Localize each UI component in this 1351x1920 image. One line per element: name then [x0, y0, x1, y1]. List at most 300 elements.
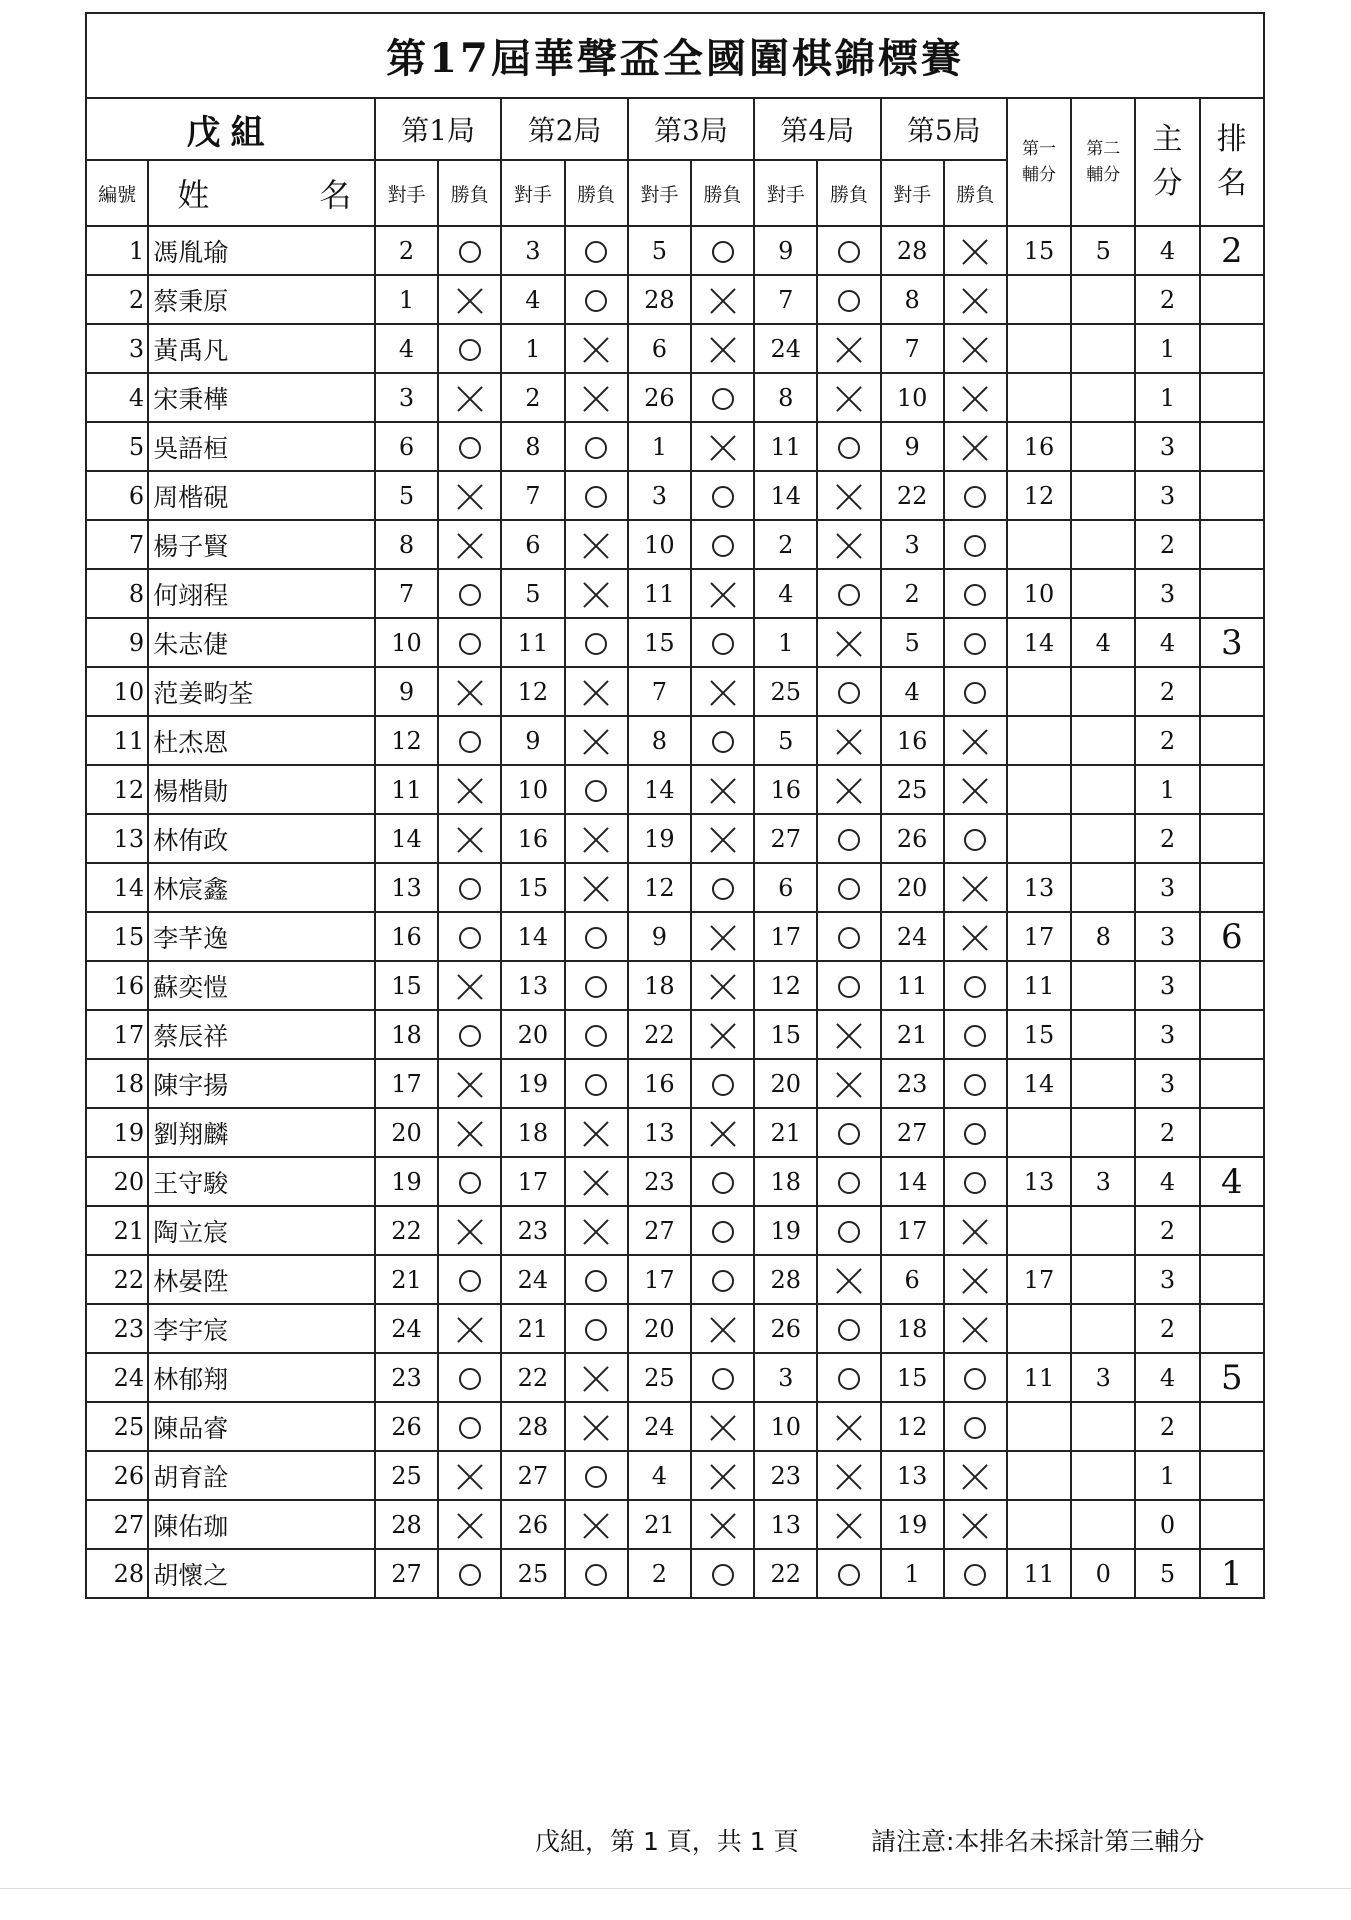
- loss-cross-icon: [457, 484, 483, 510]
- round-5-result: [944, 520, 1007, 569]
- round-3-opponent: 7: [628, 667, 691, 716]
- win-circle-icon: [712, 878, 734, 900]
- tiebreak1-value: [1007, 324, 1071, 373]
- win-circle-icon: [838, 241, 860, 263]
- table-row: [86, 569, 1264, 618]
- round-1-result: [438, 1549, 501, 1598]
- round-3-result: [691, 618, 754, 667]
- player-number: 14: [86, 863, 148, 912]
- round-1-result: [438, 1010, 501, 1059]
- rank-value: [1200, 1402, 1264, 1451]
- player-name: 范姜畇荃: [148, 667, 375, 716]
- main-score-header-line2: 分: [1152, 166, 1183, 201]
- opponent-header: 對手: [881, 160, 944, 226]
- loss-cross-icon: [710, 1464, 736, 1490]
- rank-value: [1200, 814, 1264, 863]
- round-4-opponent: 19: [754, 1206, 817, 1255]
- loss-cross-icon: [457, 1464, 483, 1490]
- round-2-result: [565, 961, 628, 1010]
- loss-cross-icon: [962, 337, 988, 363]
- round-1-result: [438, 1353, 501, 1402]
- loss-cross-icon: [457, 680, 483, 706]
- round-4-opponent: 27: [754, 814, 817, 863]
- loss-cross-icon: [962, 435, 988, 461]
- round-4-result: [817, 765, 880, 814]
- round-5-result: [944, 1500, 1007, 1549]
- round-3-result: [691, 275, 754, 324]
- player-name: 陳品睿: [148, 1402, 375, 1451]
- round-3-opponent: 13: [628, 1108, 691, 1157]
- round-4-header: 第4局: [754, 98, 880, 160]
- loss-cross-icon: [836, 1513, 862, 1539]
- round-5-result: [944, 863, 1007, 912]
- loss-cross-icon: [457, 1513, 483, 1539]
- round-2-opponent: 10: [501, 765, 564, 814]
- round-5-opponent: 23: [881, 1059, 944, 1108]
- rank-value: [1200, 275, 1264, 324]
- main-score-value: 3: [1135, 961, 1199, 1010]
- round-3-result: [691, 1108, 754, 1157]
- win-circle-icon: [964, 1172, 986, 1194]
- win-circle-icon: [459, 339, 481, 361]
- page-bottom-rule: [0, 1888, 1351, 1889]
- win-circle-icon: [459, 1368, 481, 1390]
- table-row: [86, 765, 1264, 814]
- round-5-opponent: 2: [881, 569, 944, 618]
- round-4-opponent: 11: [754, 422, 817, 471]
- main-score-value: 1: [1135, 373, 1199, 422]
- round-4-result: [817, 569, 880, 618]
- tiebreak2-value: [1071, 324, 1135, 373]
- loss-cross-icon: [583, 876, 609, 902]
- loss-cross-icon: [710, 1415, 736, 1441]
- round-1-opponent: 13: [375, 863, 438, 912]
- round-5-opponent: 20: [881, 863, 944, 912]
- win-circle-icon: [585, 1319, 607, 1341]
- win-circle-icon: [585, 486, 607, 508]
- tiebreak2-value: [1071, 1402, 1135, 1451]
- round-4-opponent: 2: [754, 520, 817, 569]
- round-5-opponent: 8: [881, 275, 944, 324]
- table-row: [86, 1353, 1264, 1402]
- player-name: 林宸鑫: [148, 863, 375, 912]
- round-3-result: [691, 1549, 754, 1598]
- loss-cross-icon: [962, 1317, 988, 1343]
- rank-value: [1200, 422, 1264, 471]
- player-number: 26: [86, 1451, 148, 1500]
- win-circle-icon: [712, 1221, 734, 1243]
- tiebreak2-value: [1071, 1010, 1135, 1059]
- round-5-result: [944, 961, 1007, 1010]
- player-name: 楊子賢: [148, 520, 375, 569]
- loss-cross-icon: [962, 288, 988, 314]
- player-name: 陳佑珈: [148, 1500, 375, 1549]
- round-4-result: [817, 1451, 880, 1500]
- round-5-opponent: 15: [881, 1353, 944, 1402]
- round-5-result: [944, 226, 1007, 275]
- round-5-result: [944, 765, 1007, 814]
- player-number: 21: [86, 1206, 148, 1255]
- loss-cross-icon: [710, 680, 736, 706]
- round-4-opponent: 17: [754, 912, 817, 961]
- round-5-result: [944, 1157, 1007, 1206]
- player-name: 陳宇揚: [148, 1059, 375, 1108]
- round-2-opponent: 22: [501, 1353, 564, 1402]
- round-5-result: [944, 1108, 1007, 1157]
- loss-cross-icon: [583, 680, 609, 706]
- win-circle-icon: [838, 976, 860, 998]
- round-5-result: [944, 1549, 1007, 1598]
- table-row: [86, 226, 1264, 275]
- round-5-opponent: 5: [881, 618, 944, 667]
- round-5-result: [944, 1451, 1007, 1500]
- round-4-opponent: 13: [754, 1500, 817, 1549]
- round-4-result: [817, 422, 880, 471]
- player-name: 劉翔麟: [148, 1108, 375, 1157]
- rank-value: [1200, 716, 1264, 765]
- round-3-result: [691, 765, 754, 814]
- round-5-result: [944, 1255, 1007, 1304]
- round-5-header: 第5局: [881, 98, 1007, 160]
- round-3-opponent: 25: [628, 1353, 691, 1402]
- round-1-opponent: 28: [375, 1500, 438, 1549]
- table-row: [86, 1206, 1264, 1255]
- round-4-opponent: 12: [754, 961, 817, 1010]
- player-number: 8: [86, 569, 148, 618]
- win-circle-icon: [838, 829, 860, 851]
- player-name: 朱志倢: [148, 618, 375, 667]
- round-3-opponent: 23: [628, 1157, 691, 1206]
- player-number: 4: [86, 373, 148, 422]
- round-5-opponent: 18: [881, 1304, 944, 1353]
- main-score-value: 4: [1135, 1157, 1199, 1206]
- win-circle-icon: [459, 878, 481, 900]
- round-5-opponent: 14: [881, 1157, 944, 1206]
- round-5-result: [944, 716, 1007, 765]
- win-circle-icon: [585, 1564, 607, 1586]
- tiebreak2-value: [1071, 1304, 1135, 1353]
- round-1-result: [438, 324, 501, 373]
- round-1-result: [438, 618, 501, 667]
- main-score-value: 2: [1135, 716, 1199, 765]
- loss-cross-icon: [583, 827, 609, 853]
- round-4-result: [817, 1059, 880, 1108]
- player-name: 宋秉樺: [148, 373, 375, 422]
- round-3-result: [691, 226, 754, 275]
- win-circle-icon: [585, 241, 607, 263]
- loss-cross-icon: [836, 729, 862, 755]
- rank-value: [1200, 765, 1264, 814]
- round-1-result: [438, 569, 501, 618]
- player-name: 林晏陞: [148, 1255, 375, 1304]
- round-4-result: [817, 324, 880, 373]
- loss-cross-icon: [962, 1268, 988, 1294]
- round-1-opponent: 24: [375, 1304, 438, 1353]
- round-3-result: [691, 1255, 754, 1304]
- loss-cross-icon: [583, 337, 609, 363]
- rank-value: [1200, 324, 1264, 373]
- round-1-opponent: 21: [375, 1255, 438, 1304]
- round-1-opponent: 5: [375, 471, 438, 520]
- win-circle-icon: [585, 1270, 607, 1292]
- loss-cross-icon: [457, 974, 483, 1000]
- round-3-result: [691, 863, 754, 912]
- round-1-opponent: 19: [375, 1157, 438, 1206]
- round-1-opponent: 2: [375, 226, 438, 275]
- round-4-opponent: 20: [754, 1059, 817, 1108]
- round-3-result: [691, 520, 754, 569]
- round-2-result: [565, 1451, 628, 1500]
- round-2-result: [565, 1206, 628, 1255]
- round-5-opponent: 16: [881, 716, 944, 765]
- round-4-opponent: 7: [754, 275, 817, 324]
- rank-value: [1200, 1304, 1264, 1353]
- round-2-result: [565, 1549, 628, 1598]
- round-4-result: [817, 373, 880, 422]
- round-1-opponent: 25: [375, 1451, 438, 1500]
- loss-cross-icon: [962, 386, 988, 412]
- player-name: 何翊程: [148, 569, 375, 618]
- round-5-opponent: 4: [881, 667, 944, 716]
- win-circle-icon: [459, 437, 481, 459]
- footer-note: 請注意:本排名未採計第三輔分: [871, 1827, 1205, 1856]
- round-1-result: [438, 863, 501, 912]
- player-number: 22: [86, 1255, 148, 1304]
- tiebreak2-header-line1: 第二: [1086, 139, 1121, 159]
- table-row: [86, 814, 1264, 863]
- round-1-opponent: 12: [375, 716, 438, 765]
- round-2-result: [565, 1157, 628, 1206]
- main-score-header: [1135, 98, 1199, 226]
- round-4-result: [817, 1108, 880, 1157]
- round-5-result: [944, 373, 1007, 422]
- player-name: 胡育詮: [148, 1451, 375, 1500]
- round-3-result: [691, 912, 754, 961]
- round-4-opponent: 24: [754, 324, 817, 373]
- tiebreak1-value: [1007, 814, 1071, 863]
- win-circle-icon: [964, 633, 986, 655]
- loss-cross-icon: [962, 1464, 988, 1490]
- table-row: [86, 471, 1264, 520]
- number-header: 編號: [86, 160, 148, 226]
- player-name: 李芊逸: [148, 912, 375, 961]
- round-3-result: [691, 1010, 754, 1059]
- round-1-result: [438, 1157, 501, 1206]
- player-number: 10: [86, 667, 148, 716]
- tiebreak1-value: 15: [1007, 1010, 1071, 1059]
- round-2-result: [565, 275, 628, 324]
- player-name: 周楷硯: [148, 471, 375, 520]
- round-4-result: [817, 1010, 880, 1059]
- rank-value: 5: [1200, 1353, 1264, 1402]
- rank-value: [1200, 1010, 1264, 1059]
- round-3-result: [691, 471, 754, 520]
- player-name: 蔡秉原: [148, 275, 375, 324]
- loss-cross-icon: [457, 288, 483, 314]
- group-label: 戊組: [86, 98, 375, 160]
- round-4-result: [817, 1304, 880, 1353]
- loss-cross-icon: [583, 533, 609, 559]
- round-5-opponent: 19: [881, 1500, 944, 1549]
- round-4-opponent: 6: [754, 863, 817, 912]
- loss-cross-icon: [583, 1513, 609, 1539]
- tiebreak2-value: [1071, 1206, 1135, 1255]
- tiebreak1-value: [1007, 1500, 1071, 1549]
- player-number: 27: [86, 1500, 148, 1549]
- player-number: 28: [86, 1549, 148, 1598]
- round-3-result: [691, 1059, 754, 1108]
- round-2-result: [565, 1304, 628, 1353]
- round-1-opponent: 8: [375, 520, 438, 569]
- round-4-opponent: 21: [754, 1108, 817, 1157]
- loss-cross-icon: [583, 729, 609, 755]
- win-circle-icon: [964, 1417, 986, 1439]
- round-4-result: [817, 471, 880, 520]
- table-row: [86, 1304, 1264, 1353]
- round-2-result: [565, 324, 628, 373]
- round-2-opponent: 4: [501, 275, 564, 324]
- round-3-result: [691, 1451, 754, 1500]
- round-1-opponent: 20: [375, 1108, 438, 1157]
- round-1-header: 第1局: [375, 98, 501, 160]
- player-name: 蔡辰祥: [148, 1010, 375, 1059]
- opponent-header: 對手: [628, 160, 691, 226]
- main-score-value: 2: [1135, 1304, 1199, 1353]
- round-5-opponent: 28: [881, 226, 944, 275]
- player-name: 李宇宸: [148, 1304, 375, 1353]
- round-3-result: [691, 373, 754, 422]
- tiebreak1-header-line2: 輔分: [1022, 165, 1057, 185]
- round-5-opponent: 22: [881, 471, 944, 520]
- tiebreak2-value: [1071, 373, 1135, 422]
- round-1-opponent: 4: [375, 324, 438, 373]
- round-4-opponent: 16: [754, 765, 817, 814]
- round-2-opponent: 8: [501, 422, 564, 471]
- round-1-result: [438, 961, 501, 1010]
- tiebreak1-value: [1007, 1402, 1071, 1451]
- round-2-opponent: 7: [501, 471, 564, 520]
- win-circle-icon: [838, 1172, 860, 1194]
- tiebreak1-header-line1: 第一: [1022, 139, 1057, 159]
- loss-cross-icon: [710, 582, 736, 608]
- rank-value: [1200, 471, 1264, 520]
- round-2-result: [565, 520, 628, 569]
- round-1-result: [438, 667, 501, 716]
- loss-cross-icon: [836, 1464, 862, 1490]
- round-5-opponent: 13: [881, 1451, 944, 1500]
- win-circle-icon: [964, 682, 986, 704]
- round-4-result: [817, 275, 880, 324]
- player-number: 6: [86, 471, 148, 520]
- loss-cross-icon: [710, 974, 736, 1000]
- round-1-opponent: 26: [375, 1402, 438, 1451]
- round-1-result: [438, 226, 501, 275]
- round-2-opponent: 18: [501, 1108, 564, 1157]
- round-2-opponent: 6: [501, 520, 564, 569]
- player-number: 17: [86, 1010, 148, 1059]
- round-5-result: [944, 422, 1007, 471]
- win-circle-icon: [964, 829, 986, 851]
- result-header: 勝負: [438, 160, 501, 226]
- round-1-result: [438, 520, 501, 569]
- round-2-opponent: 16: [501, 814, 564, 863]
- tiebreak2-value: [1071, 520, 1135, 569]
- loss-cross-icon: [583, 1366, 609, 1392]
- standings-table: [85, 12, 1265, 1599]
- main-score-value: 2: [1135, 1206, 1199, 1255]
- table-row: [86, 961, 1264, 1010]
- table-row: [86, 373, 1264, 422]
- round-3-opponent: 10: [628, 520, 691, 569]
- round-4-opponent: 5: [754, 716, 817, 765]
- table-row: [86, 422, 1264, 471]
- loss-cross-icon: [836, 484, 862, 510]
- table-row: [86, 1108, 1264, 1157]
- player-number: 18: [86, 1059, 148, 1108]
- player-name: 胡懷之: [148, 1549, 375, 1598]
- rank-value: 4: [1200, 1157, 1264, 1206]
- round-2-header: 第2局: [501, 98, 627, 160]
- round-3-header: 第3局: [628, 98, 754, 160]
- win-circle-icon: [585, 927, 607, 949]
- round-2-opponent: 21: [501, 1304, 564, 1353]
- loss-cross-icon: [457, 533, 483, 559]
- round-3-opponent: 9: [628, 912, 691, 961]
- round-5-result: [944, 1010, 1007, 1059]
- loss-cross-icon: [962, 729, 988, 755]
- round-2-opponent: 24: [501, 1255, 564, 1304]
- win-circle-icon: [585, 1074, 607, 1096]
- tiebreak2-value: 8: [1071, 912, 1135, 961]
- win-circle-icon: [838, 290, 860, 312]
- round-5-result: [944, 471, 1007, 520]
- round-1-opponent: 1: [375, 275, 438, 324]
- round-1-opponent: 3: [375, 373, 438, 422]
- main-score-value: 2: [1135, 275, 1199, 324]
- player-number: 19: [86, 1108, 148, 1157]
- loss-cross-icon: [836, 533, 862, 559]
- round-5-opponent: 27: [881, 1108, 944, 1157]
- round-3-opponent: 8: [628, 716, 691, 765]
- round-5-opponent: 24: [881, 912, 944, 961]
- rank-header-line1: 排: [1216, 122, 1247, 157]
- round-1-opponent: 14: [375, 814, 438, 863]
- player-name: 林郁翔: [148, 1353, 375, 1402]
- loss-cross-icon: [836, 337, 862, 363]
- rank-value: [1200, 1206, 1264, 1255]
- round-2-opponent: 28: [501, 1402, 564, 1451]
- rank-header: [1200, 98, 1264, 226]
- round-4-result: [817, 1157, 880, 1206]
- player-number: 25: [86, 1402, 148, 1451]
- tiebreak1-value: [1007, 667, 1071, 716]
- loss-cross-icon: [457, 386, 483, 412]
- table-row: [86, 618, 1264, 667]
- round-2-result: [565, 863, 628, 912]
- loss-cross-icon: [962, 1219, 988, 1245]
- tiebreak1-value: 13: [1007, 863, 1071, 912]
- player-name: 蘇奕愷: [148, 961, 375, 1010]
- round-2-result: [565, 618, 628, 667]
- loss-cross-icon: [457, 1121, 483, 1147]
- main-score-value: 2: [1135, 1402, 1199, 1451]
- round-3-opponent: 18: [628, 961, 691, 1010]
- footer-page-info: 戊組，第 1 頁，共 1 頁: [535, 1827, 799, 1856]
- tiebreak2-value: [1071, 667, 1135, 716]
- tiebreak1-value: [1007, 1206, 1071, 1255]
- round-5-result: [944, 912, 1007, 961]
- main-score-value: 3: [1135, 471, 1199, 520]
